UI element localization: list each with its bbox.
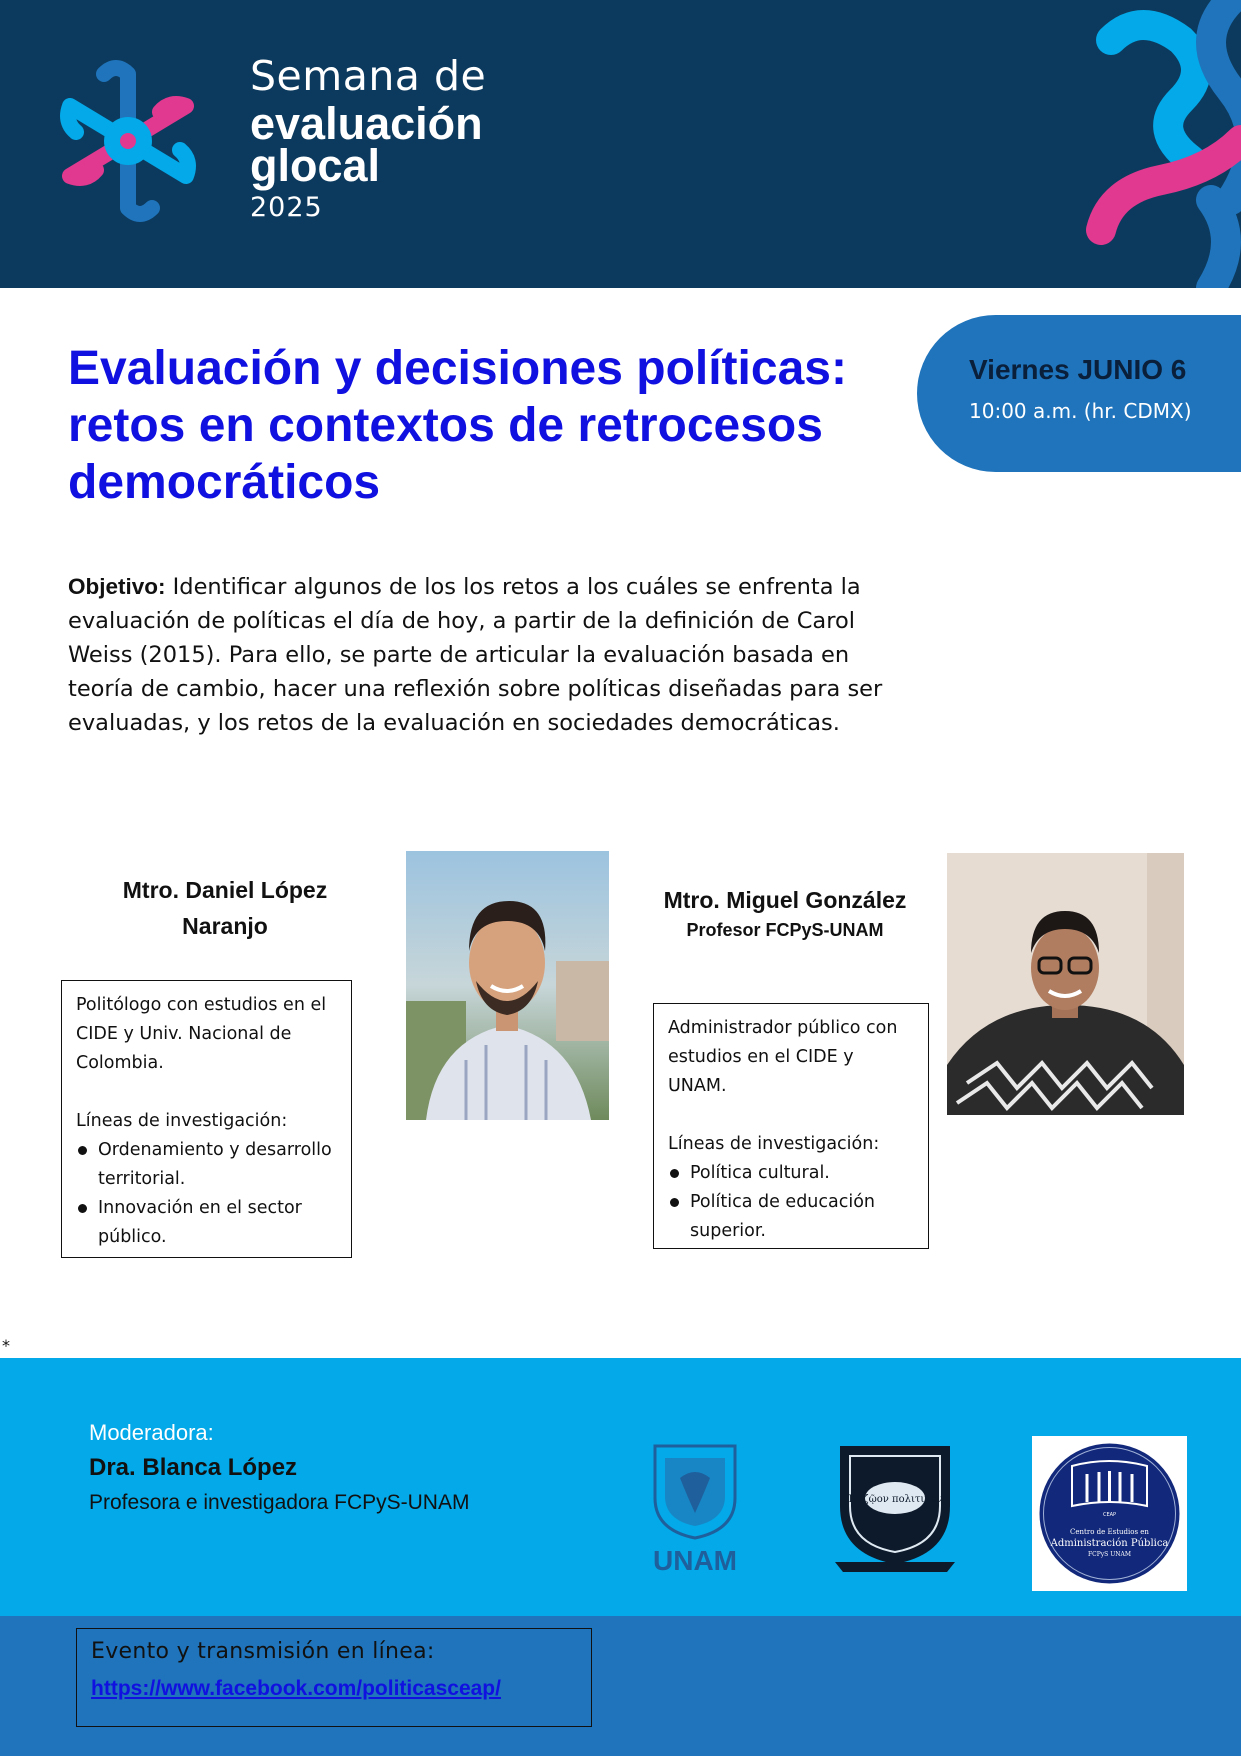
objective-paragraph xyxy=(68,570,888,740)
header-title-line1: Semana de xyxy=(250,52,487,100)
speaker-2-photo xyxy=(947,853,1184,1115)
speaker-1-bio: Politólogo con estudios en el CIDE y Univ. Nacional de Colombia. xyxy=(76,995,327,1073)
speaker-2-bio: Administrador público con estudios en el CIDE y UNAM. xyxy=(668,1018,898,1096)
fcpys-seal-icon xyxy=(825,1436,965,1576)
footnote-marker: * xyxy=(2,1336,10,1355)
speaker-1-bio-box xyxy=(61,980,352,1258)
speaker-2-lines-label: Líneas de investigación: xyxy=(668,1134,880,1154)
list-item: Política cultural. xyxy=(668,1159,914,1188)
date-badge xyxy=(917,315,1241,472)
online-label: Evento y transmisión en línea: xyxy=(91,1639,435,1664)
decorative-chain-icon xyxy=(1041,0,1241,288)
speaker-1-lines-label: Líneas de investigación: xyxy=(76,1111,288,1131)
header-banner xyxy=(0,0,1241,288)
list-item: Innovación en el sector público. xyxy=(76,1194,337,1252)
moderator-label: Moderadora: xyxy=(89,1420,214,1445)
ceap-logo-icon xyxy=(1032,1436,1187,1591)
objective-label: Objetivo: xyxy=(68,574,166,599)
speaker-1-lines-list xyxy=(76,1136,337,1252)
header-title-line2: evaluación xyxy=(250,98,483,149)
list-item: Ordenamiento y desarrollo territorial. xyxy=(76,1136,337,1194)
objective-text: Identificar algunos de los los retos a los cuáles se enfrenta la evaluación de políticas el día de hoy, a partir de la definición de Carol Weiss (2015). Para ello, se parte de articular la evaluación basada en teoría de cambio, hacer una reflexión sobre políticas diseñadas para ser evaluadas, y los retos de la evaluación en sociedades democráticas. xyxy=(68,574,883,736)
online-band xyxy=(0,1616,1241,1756)
moderator-role: Profesora e investigadora FCPyS-UNAM xyxy=(89,1491,470,1514)
event-title: Evaluación y decisiones políticas: retos en contextos de retrocesos democráticos xyxy=(68,342,847,509)
facebook-link[interactable]: https://www.facebook.com/politicasceap/ xyxy=(91,1677,501,1700)
ceap-abbr: CEAP xyxy=(1102,1512,1117,1518)
speaker-2-name: Mtro. Miguel González xyxy=(663,887,907,913)
moderator-band xyxy=(0,1358,1241,1616)
speaker-2-bio-box xyxy=(653,1003,929,1249)
header-title-line3: glocal xyxy=(250,140,381,191)
ceap-line2: Administración Pública xyxy=(1050,1538,1169,1549)
moderator-name: Dra. Blanca López xyxy=(89,1454,298,1481)
online-info-box xyxy=(76,1628,592,1727)
event-date: Viernes JUNIO 6 xyxy=(969,354,1187,385)
speaker-2-lines-list xyxy=(668,1159,914,1246)
unam-seal-icon xyxy=(640,1438,750,1578)
unam-wordmark: UNAM xyxy=(653,1545,737,1576)
event-time: 10:00 a.m. (hr. CDMX) xyxy=(969,399,1192,423)
ceap-line3: FCPyS UNAM xyxy=(1088,1551,1131,1558)
header-year: 2025 xyxy=(250,192,323,223)
event-logo-icon xyxy=(38,44,218,238)
speaker-2-role: Profesor FCPyS-UNAM xyxy=(686,920,884,940)
speaker-1-name: Mtro. Daniel López Naranjo xyxy=(122,877,328,939)
ceap-line1: Centro de Estudios en xyxy=(1070,1528,1149,1536)
list-item: Política de educación superior. xyxy=(668,1188,914,1246)
speaker-1-photo xyxy=(406,851,609,1120)
fcpys-motto: Τό ζῷον πολιτικόν xyxy=(847,1494,943,1505)
